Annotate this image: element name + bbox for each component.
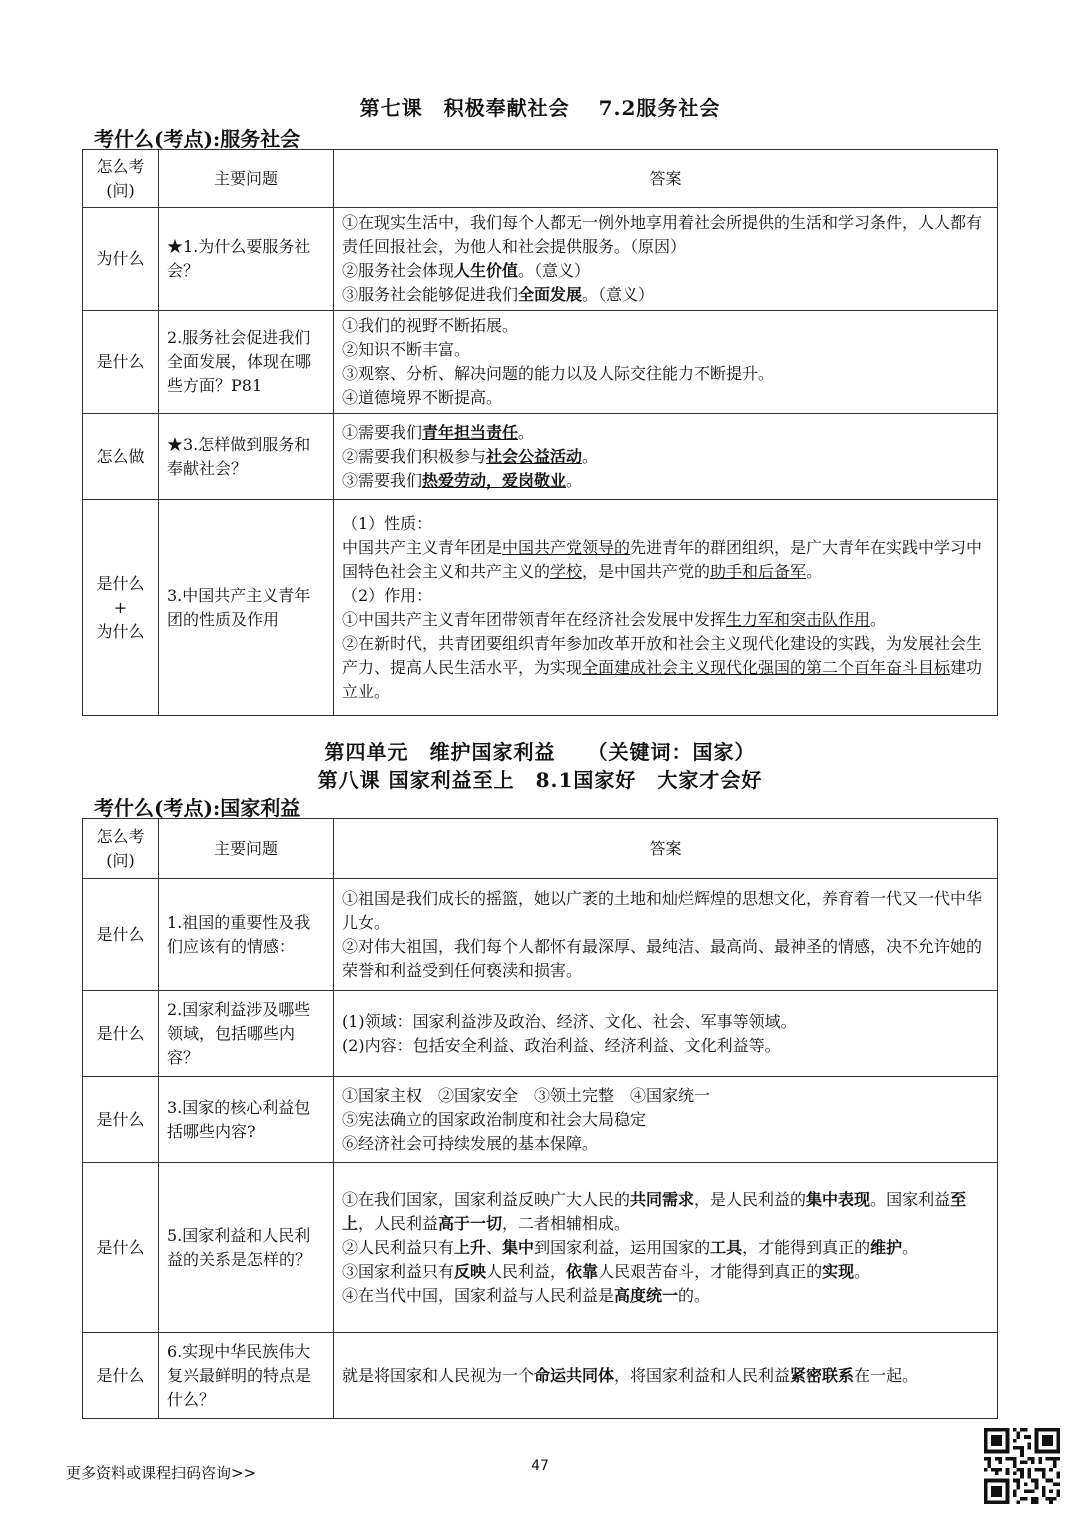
answer-segment: 建功立业。	[342, 657, 983, 701]
main-question: 2.服务社会促进我们全面发展，体现在哪些方面？P81	[159, 311, 334, 414]
answer-segment: 、	[486, 1237, 503, 1257]
answer-segment: 。	[518, 422, 535, 442]
answer-line	[342, 386, 989, 410]
answer-segment: （1）性质：	[342, 513, 433, 533]
table-row	[83, 208, 998, 311]
answer-line	[342, 584, 989, 608]
answer-segment: 。	[566, 470, 583, 490]
answer-segment: (2)内容：包括安全利益、政治利益、经济利益、文化利益等。	[342, 1035, 781, 1055]
table-row	[83, 1163, 998, 1333]
answer-segment: 。国家利益	[870, 1189, 951, 1209]
main-question: 1.祖国的重要性及我们应该有的情感：	[159, 879, 334, 991]
answer-line	[342, 1108, 989, 1132]
answer-segment: ②需要我们积极参与	[342, 446, 487, 466]
answer-segment: ②对伟大祖国，我们每个人都怀有最深厚、最纯洁、最高尚、最神圣的情感，决不允许她的荣誉和利益受到任何亵渎和损害。	[342, 936, 983, 980]
table-row	[83, 500, 998, 716]
qr-code-icon[interactable]	[984, 1428, 1060, 1504]
main-question: 5.国家利益和人民利益的关系是怎样的？	[159, 1163, 334, 1333]
answer-segment: ③国家利益只有	[342, 1261, 455, 1281]
answer-segment: 的。	[678, 1285, 711, 1305]
answer-segment: 反映	[454, 1261, 487, 1281]
answer-segment: 学校	[550, 561, 583, 581]
answer-segment: ④在当代中国，国家利益与人民利益是	[342, 1285, 615, 1305]
answer-line	[342, 362, 989, 386]
answer-line	[342, 1364, 989, 1388]
answer-segment: ⑤宪法确立的国家政治制度和社会大局稳定	[342, 1109, 647, 1129]
answer-cell	[334, 991, 998, 1077]
table-row	[83, 1333, 998, 1419]
answer-line	[342, 1010, 989, 1034]
answer-line	[342, 283, 989, 307]
question-type: 是什么	[83, 879, 159, 991]
lesson-7-title: 第七课 积极奉献社会 7.2服务社会	[359, 96, 721, 120]
answer-line	[342, 536, 989, 584]
answer-line	[342, 445, 989, 469]
answer-cell	[334, 414, 998, 500]
answer-segment: (1)领域：国家利益涉及政治、经济、文化、社会、军事等领域。	[342, 1011, 797, 1031]
question-type: 怎么做	[83, 414, 159, 500]
table-row	[83, 414, 998, 500]
answer-segment: ②服务社会体现	[342, 261, 455, 280]
main-question: 2.国家利益涉及哪些领域，包括哪些内容？	[159, 991, 334, 1077]
answer-segment: 共同需求	[630, 1189, 695, 1209]
answer-segment: 维护	[870, 1237, 903, 1257]
answer-segment: 人民艰苦奋斗，才能得到真正的	[598, 1261, 823, 1281]
answer-segment: ③服务社会能够促进我们	[342, 285, 519, 304]
footer-scan-prompt: 更多资料或课程扫码咨询>>	[66, 1464, 257, 1482]
answer-segment: （2）作用：	[342, 585, 433, 605]
answer-cell	[334, 500, 998, 716]
answer-segment: 生力军和突击队作用	[726, 609, 871, 629]
answer-segment: ④道德境界不断提高。	[342, 388, 503, 407]
unit-4-title: 第四单元 维护国家利益 （关键词：国家）	[324, 740, 756, 764]
main-question: 6.实现中华民族伟大复兴最鲜明的特点是什么？	[159, 1333, 334, 1419]
answer-line	[342, 1132, 989, 1156]
answer-segment: ，二者相辅相成。	[502, 1213, 631, 1233]
answer-line	[342, 1236, 989, 1260]
header-how: 怎么考(问)	[83, 150, 159, 208]
answer-segment: 到国家利益，运用国家的	[534, 1237, 711, 1257]
question-type: 是什么 + 为什么	[83, 500, 159, 716]
header-question: 主要问题	[159, 819, 334, 879]
answer-cell	[334, 1077, 998, 1163]
answer-segment: ①祖国是我们成长的摇篮，她以广袤的土地和灿烂辉煌的思想文化，养育着一代又一代中华儿女。	[342, 888, 983, 932]
section2-subtitle: 考什么(考点):国家利益	[94, 796, 301, 820]
answer-segment: ①需要我们	[342, 422, 423, 442]
answer-line	[342, 211, 989, 259]
answer-line	[342, 469, 989, 493]
header-how: 怎么考(问)	[83, 819, 159, 879]
answer-segment: ，才能得到真正的	[742, 1237, 871, 1257]
answer-segment: ，将国家利益和人民利益	[614, 1365, 791, 1385]
answer-segment: 。	[806, 561, 823, 581]
answer-segment: 中国共产党领导的	[502, 537, 631, 557]
answer-segment: ，人民利益	[358, 1213, 439, 1233]
answer-segment: ②人民利益只有	[342, 1237, 455, 1257]
answer-segment: 至上	[342, 1189, 967, 1233]
answer-segment: 高于一切	[438, 1213, 503, 1233]
answer-segment: 。	[902, 1237, 919, 1257]
section1-subtitle: 考什么(考点):服务社会	[94, 127, 301, 151]
answer-segment: 依靠	[566, 1261, 599, 1281]
answer-segment: ，是人民利益的	[694, 1189, 807, 1209]
answer-segment: ③观察、分析、解决问题的能力以及人际交往能力不断提升。	[342, 364, 775, 383]
answer-line	[342, 632, 989, 704]
answer-segment: 全面发展	[518, 285, 583, 304]
main-question: ★3.怎样做到服务和奉献社会？	[159, 414, 334, 500]
answer-segment: 高度统一	[614, 1285, 679, 1305]
answer-line	[342, 1084, 989, 1108]
main-question: 3.中国共产主义青年团的性质及作用	[159, 500, 334, 716]
answer-line	[342, 338, 989, 362]
answer-segment: 热爱劳动，爱岗敬业	[422, 470, 567, 490]
answer-segment: 先进青年的群团组织，是广大青年在实践中学习中国特色社会主义和共产主义的	[342, 537, 983, 581]
table-row	[83, 879, 998, 991]
answer-segment: 工具	[710, 1237, 743, 1257]
answer-segment: 在一起。	[854, 1365, 919, 1385]
answer-line	[342, 608, 989, 632]
answer-line	[342, 1188, 989, 1236]
answer-line	[342, 1034, 989, 1058]
question-type: 是什么	[83, 311, 159, 414]
answer-segment: ①在现实生活中，我们每个人都无一例外地享用着社会所提供的生活和学习条件，人人都有责任回报社会，为他人和社会提供服务。（原因）	[342, 213, 983, 256]
answer-segment: 上升	[454, 1237, 487, 1257]
main-question: ★1.为什么要服务社会？	[159, 208, 334, 311]
answer-segment: ③需要我们	[342, 470, 423, 490]
answer-cell	[334, 208, 998, 311]
answer-line	[342, 1284, 989, 1308]
answer-segment: 。（意义）	[518, 261, 591, 280]
table-row	[83, 311, 998, 414]
answer-line	[342, 887, 989, 935]
answer-segment: 。（意义）	[582, 285, 655, 304]
answer-segment: 全面建成社会主义现代化强国的第二个百年奋斗目标	[582, 657, 951, 677]
question-type: 是什么	[83, 1333, 159, 1419]
answer-segment: 。	[870, 609, 887, 629]
answer-segment: 人民利益，	[486, 1261, 567, 1281]
answer-segment: 青年担当责任	[422, 422, 519, 442]
answer-segment: 实现	[822, 1261, 855, 1281]
answer-segment: ①我们的视野不断拓展。	[342, 316, 519, 335]
answer-cell	[334, 1333, 998, 1419]
answer-segment: 人生价值	[454, 261, 519, 280]
answer-segment: 命运共同体	[534, 1365, 615, 1385]
answer-line	[342, 421, 989, 445]
answer-segment: ，是中国共产党的	[582, 561, 711, 581]
answer-segment: 助手和后备军	[710, 561, 807, 581]
answer-segment: ②在新时代，共青团要组织青年参加改革开放和社会主义现代化建设的实践，为发展社会生产力、提高人民生活水平，为实现	[342, 633, 983, 677]
table-row	[83, 991, 998, 1077]
table-row	[83, 1077, 998, 1163]
answer-segment: 集中表现	[806, 1189, 871, 1209]
answer-segment: 集中	[502, 1237, 535, 1257]
answer-segment: 紧密联系	[790, 1365, 855, 1385]
answer-segment: 社会公益活动	[486, 446, 583, 466]
answer-segment: ①国家主权 ②国家安全 ③领土完整 ④国家统一	[342, 1085, 711, 1105]
answer-line	[342, 935, 989, 983]
answer-cell	[334, 879, 998, 991]
answer-cell	[334, 311, 998, 414]
header-question: 主要问题	[159, 150, 334, 208]
question-type: 是什么	[83, 991, 159, 1077]
answer-segment: 。	[854, 1261, 871, 1281]
answer-segment: ②知识不断丰富。	[342, 340, 471, 359]
answer-segment: ①中国共产主义青年团带领青年在经济社会发展中发挥	[342, 609, 727, 629]
question-type: 是什么	[83, 1077, 159, 1163]
page-number: 47	[531, 1458, 549, 1474]
question-type: 为什么	[83, 208, 159, 311]
answer-line	[342, 1260, 989, 1284]
table-service-society	[82, 149, 998, 716]
header-answer: 答案	[334, 150, 998, 208]
answer-segment: 。	[582, 446, 599, 466]
table-national-interest	[82, 818, 998, 1419]
answer-line	[342, 512, 989, 536]
header-answer: 答案	[334, 819, 998, 879]
main-question: 3.国家的核心利益包括哪些内容?	[159, 1077, 334, 1163]
answer-line	[342, 314, 989, 338]
answer-cell	[334, 1163, 998, 1333]
question-type: 是什么	[83, 1163, 159, 1333]
answer-line	[342, 259, 989, 283]
answer-segment: 中国共产主义青年团是	[342, 537, 503, 557]
answer-segment: 就是将国家和人民视为一个	[342, 1365, 535, 1385]
lesson-8-title: 第八课 国家利益至上 8.1国家好 大家才会好	[317, 768, 763, 792]
answer-segment: ①在我们国家，国家利益反映广大人民的	[342, 1189, 631, 1209]
answer-segment: ⑥经济社会可持续发展的基本保障。	[342, 1133, 599, 1153]
